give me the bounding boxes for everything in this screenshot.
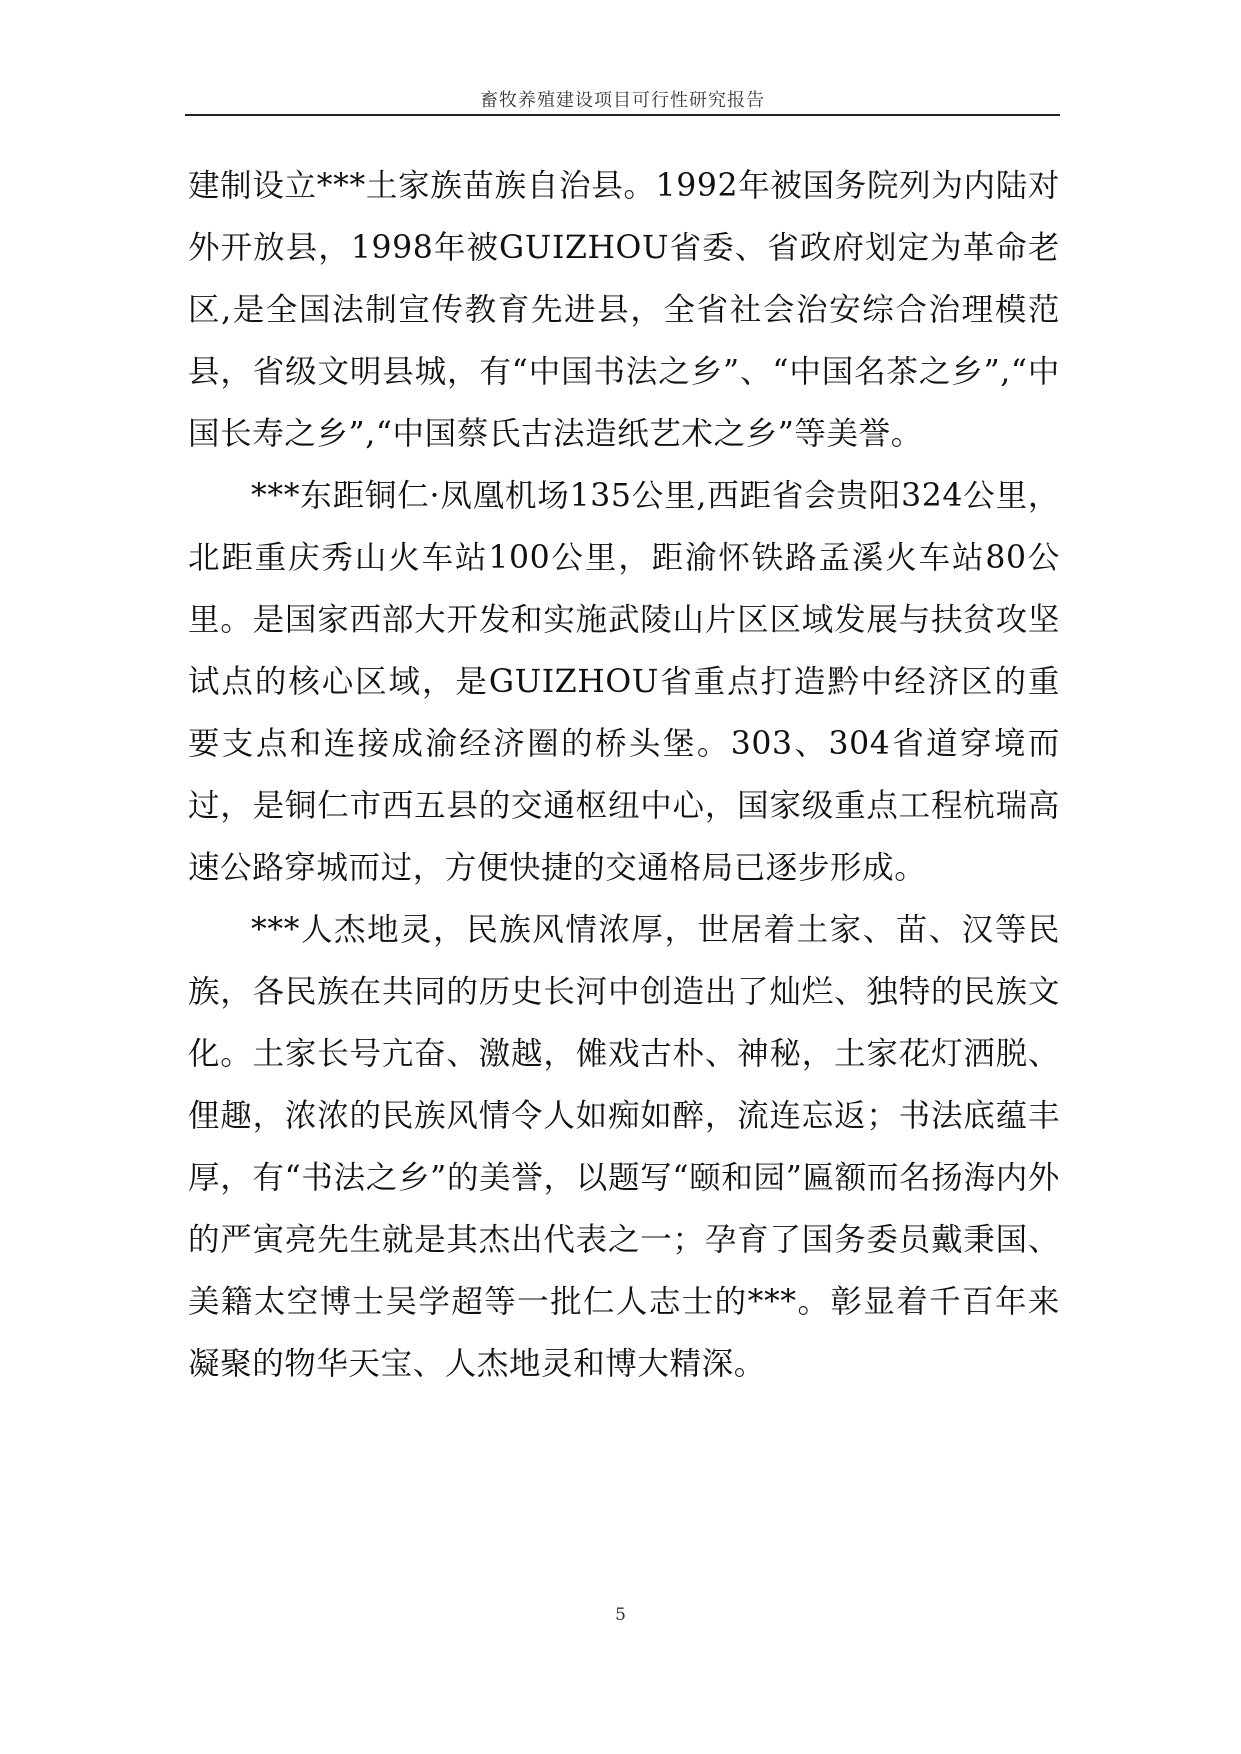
paragraph-county-history: 建制设立***土家族苗族自治县。1992年被国务院列为内陆对外开放县，1998年被GUIZHOU省委、省政府划定为革命老区,是全国法制宣传教育先进县，全省社会治安综合治理模范县，省级文明县城，有“中国书法之乡”、“中国名茶之乡”,“中国长寿之乡”,“中国蔡氏古法造纸艺术之乡”等美誉。 — [188, 168, 1060, 452]
page-number: 5 — [615, 1605, 626, 1625]
paragraph-location-transport: ***东距铜仁·凤凰机场135公里,西距省会贵阳324公里，北距重庆秀山火车站100公里，距渝怀铁路孟溪火车站80公里。是国家西部大开发和实施武陵山片区区域发展与扶贫攻坚试点的核心区域，是GUIZHOU省重点打造黔中经济区的重要支点和连接成渝经济圈的桥头堡。303、304省道穿境而过，是铜仁市西五县的交通枢纽中心，国家级重点工程杭瑞高速公路穿城而过，方便快捷的交通格局已逐步形成。 — [188, 478, 1060, 886]
page-header-title: 畜牧养殖建设项目可行性研究报告 — [480, 90, 765, 111]
document-body — [188, 155, 1060, 1395]
header-divider — [185, 114, 1060, 116]
paragraph-culture: ***人杰地灵，民族风情浓厚，世居着土家、苗、汉等民族，各民族在共同的历史长河中创造出了灿烂、独特的民族文化。土家长号亢奋、激越，傩戏古朴、神秘，土家花灯洒脱、俚趣，浓浓的民族风情令人如痴如醉，流连忘返；书法底蕴丰厚，有“书法之乡”的美誉，以题写“颐和园”匾额而名扬海内外的严寅亮先生就是其杰出代表之一；孕育了国务委员戴秉国、美籍太空博士吴学超等一批仁人志士的***。彰显着千百年来凝聚的物华天宝、人杰地灵和博大精深。 — [188, 912, 1060, 1382]
